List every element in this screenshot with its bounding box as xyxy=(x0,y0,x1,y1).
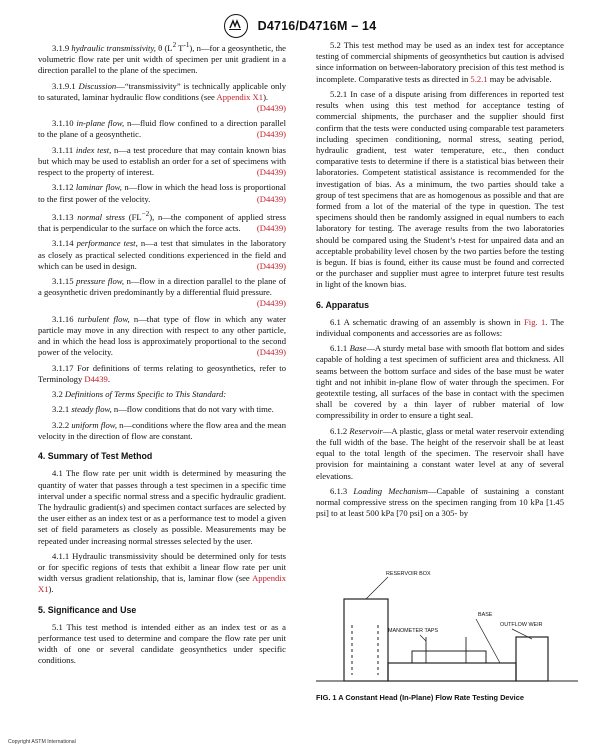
ref-d4439[interactable]: (D4439) xyxy=(256,223,286,234)
ref-d4439[interactable]: (D4439) xyxy=(256,129,286,140)
section-6-heading: 6. Apparatus xyxy=(316,299,369,310)
para-3-1-12: 3.1.12 laminar flow, n—flow in which the head loss is proportional to the first power of the velocity. (D4439) xyxy=(38,182,286,204)
para-4-1-1: 4.1.1 Hydraulic transmissivity should be determined only for tests or for specific regions of tests that exhibit a linear flow rate per unit width versus gradient relationship, that is, laminar flow (see Appendix X1). xyxy=(38,550,286,595)
para-3-1-17: 3.1.17 For definitions of terms relating to geosynthetics, refer to Terminology D4439. xyxy=(38,362,286,384)
ref-d4439[interactable]: (D4439) xyxy=(256,193,286,204)
d4439-link[interactable]: D4439 xyxy=(84,373,108,384)
para-6-1: 6.1 A schematic drawing of an assembly is shown in Fig. 1. The individual components and accessories are as follows: xyxy=(316,316,564,338)
para-6-1-2: 6.1.2 Reservoir—A plastic, glass or metal water reservoir extending the full width of the base. The height of the reservoir shall be at least equal to the total length of the specimen. The reservoir shall have provision for maintaining a constant water level at any of several elevations. xyxy=(316,425,564,481)
para-4-1: 4.1 The flow rate per unit width is determined by measuring the quantity of water that passes through a test specimen in a specific time interval under a specific normal stress and a specific hydraulic gradient. The hydraulic gradient(s) and specimen contact surfaces are selected by the user either as an index test or as a performance test to model a given set of field parameters as closely as possible. Measurements may be repeated under increasing normal stresses selected by the user. xyxy=(38,468,286,546)
para-6-1-3: 6.1.3 Loading Mechanism—Capable of sustaining a constant normal compressive stress on the specimen ranging from 10 kPa [1.45 psi] to at least 500 kPa [70 psi] on a 305- by xyxy=(316,485,564,519)
para-5-2: 5.2 This test method may be used as an index test for acceptance testing of commercial shipments of geosynthetics but caution is advised since information on between-laboratory precision of this test method is incomplete. Comparative tests as directed in 5.2.1 may be advisable. xyxy=(316,40,564,84)
label-manometer-taps: MANOMETER TAPS xyxy=(388,628,439,634)
ref-d4439[interactable]: (D4439) xyxy=(256,260,286,271)
para-3-1-13: 3.1.13 normal stress $(FL^{-2})$, n—the component of applied stress that is perpendicular to the surface on which the force acts. (D4439) xyxy=(38,209,286,234)
loading-platen-shape xyxy=(412,651,486,663)
section-5-heading: 5. Significance and Use xyxy=(38,604,137,615)
para-3-1-15: 3.1.15 pressure flow, n—flow in a direction parallel to the plane of a geosynthetic driven predominantly by a differential fluid pressure. (D4439) xyxy=(38,276,286,309)
para-3-2: 3.2 Definitions of Terms Specific to This Standard: xyxy=(52,389,227,400)
section-5-2-1-link[interactable]: 5.2.1 xyxy=(470,73,488,84)
label-reservoir-box: RESERVOIR BOX xyxy=(386,571,431,577)
para-6-1-1: 6.1.1 Base—A sturdy metal base with smooth flat bottom and sides capable of holding a test specimen of sufficient area and thickness. All seams between the bottom surface and sides of the base must be water tight and not inhibit in-plane flow of water through the specimen. For geotextile testing, all surfaces of the base in contact with the specimen shall be covered by a thin layer of rubber material of low compressibility in order to ensure a tight seal. xyxy=(316,343,564,421)
base-shape xyxy=(388,663,516,681)
left-column xyxy=(38,40,286,671)
ref-d4439[interactable]: (D4439) xyxy=(256,167,286,178)
figure-1-caption: FIG. 1 A Constant Head (In-Plane) Flow Rate Testing Device xyxy=(316,693,524,702)
para-3-1-11: 3.1.11 index test, n—a test procedure that may contain known bias but which may be used to establish an order for a set of specimens with respect to the property of interest. (D4439) xyxy=(38,144,286,178)
para-5-1: 5.1 This test method is intended either as an index test or as a performance test used to determine and compare the flow rate per unit width of one or several candidate geosynthetics under specific conditions. xyxy=(38,621,286,666)
para-5-2-1: 5.2.1 In case of a dispute arising from differences in reported test results when using this test method for acceptance testing of commercial shipments, the purchaser and the supplier should first confirm that the tests were conducted using comparable test parameters including specimen conditioning, normal stress, seating period, hydraulic gradient, test water temperature, etc., then conduct comparative tests to determine if there is a statistical bias between their laboratories. Competent statistical assistance is recommended for the investigation of bias. As a minimum, the two parties should take a group of test specimens that are as homogenous as possible and that are formed from a lot of the material of the type in question. The test specimens should then be randomly assigned in equal numbers to each laboratory for testing. The average results from the two laboratories should be compared using the Student’s t-test for unpaired data and an acceptable probability level chosen by the two parties before the testing is begun. If bias is found, either its cause must be found and corrected or the purchaser and supplier must agree to interpret future test results in light of the known bias. xyxy=(316,88,564,290)
label-outflow-weir: OUTFLOW WEIR xyxy=(500,622,543,628)
section-4-heading: 4. Summary of Test Method xyxy=(38,451,153,462)
ref-d4439[interactable]: (D4439) xyxy=(256,102,286,113)
figure-1-schematic xyxy=(316,567,578,687)
label-base: BASE xyxy=(478,612,493,618)
para-3-1-14: 3.1.14 performance test, n—a test that simulates in the laboratory as closely as practical selected conditions experienced in the field and which can be used in design. (D4439) xyxy=(38,238,286,271)
para-3-2-1: 3.2.1 steady flow, n—flow conditions that do not vary with time. xyxy=(52,404,274,415)
fig-1-link[interactable]: Fig. 1 xyxy=(524,316,546,327)
appendix-link[interactable]: Appendix X1 xyxy=(216,91,264,102)
para-3-1-10: 3.1.10 in-plane flow, n—fluid flow confined to a direction parallel to the plane of a geosynthetic. (D4439) xyxy=(38,118,286,140)
outflow-weir-shape xyxy=(516,637,548,681)
para-3-1-16: 3.1.16 turbulent flow, n—that type of flow in which any water particle may move in any direction with respect to any other particle, and in which the head loss is approximately proportional to the second power of the velocity. (D4439) xyxy=(38,313,286,358)
reservoir-box-shape xyxy=(344,599,388,681)
right-column xyxy=(316,40,564,524)
para-3-2-2: 3.2.2 uniform flow, n—conditions where the flow area and the mean velocity in the direction of flow are constant. xyxy=(38,419,286,441)
astm-logo xyxy=(224,14,248,38)
ref-d4439[interactable]: (D4439) xyxy=(256,298,286,309)
document-id: D4716/D4716M – 14 xyxy=(257,19,377,33)
appendix-link[interactable]: Appendix X1 xyxy=(38,573,286,595)
para-3-1-9: 3.1.9 hydraulic transmissivity, θ ($L^2$ $T^{-1}$), n—for a geosynthetic, the volumetric flow rate per unit width of specimen per unit gradient in a direction parallel to the plane of the specimen. xyxy=(38,41,286,76)
copyright-footer: Copyright ASTM International xyxy=(8,739,76,745)
ref-d4439[interactable]: (D4439) xyxy=(256,347,286,358)
page-header xyxy=(0,14,600,38)
para-3-1-9-1: 3.1.9.1 Discussion—“transmissivity” is technically applicable only to saturated, laminar hydraulic flow conditions (see Appendix X1). (D4439) xyxy=(38,80,287,113)
